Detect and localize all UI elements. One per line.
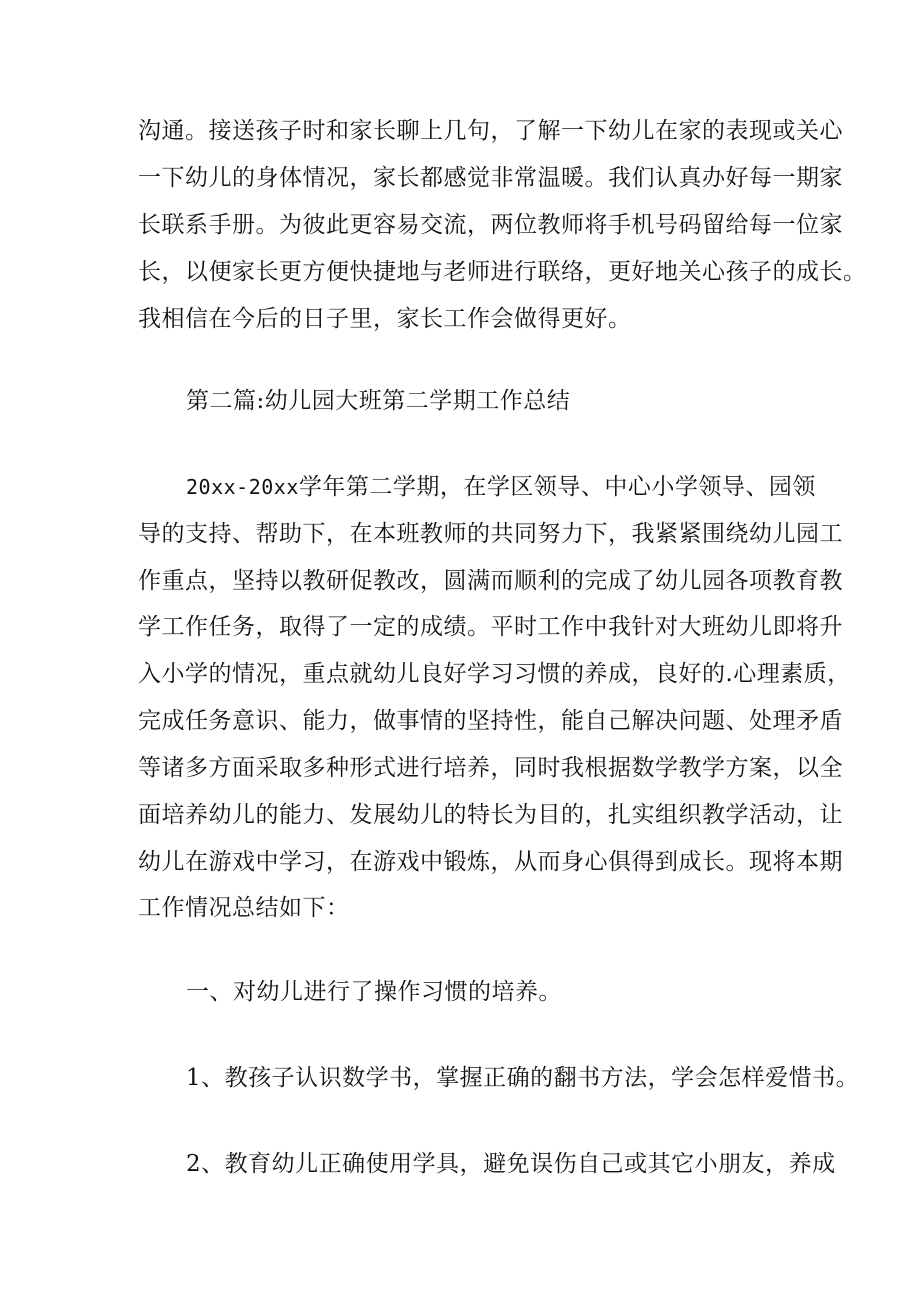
paragraph-line: 入小学的情况，重点就幼儿良好学习习惯的养成，良好的.心理素质， <box>138 661 851 687</box>
paragraph-line: 沟通。接送孩子时和家长聊上几句，了解一下幼儿在家的表现或关心 <box>138 118 843 144</box>
list-item: 2、教育幼儿正确使用学具，避免误伤自己或其它小朋友，养成 <box>186 1151 836 1177</box>
paragraph-line: 一下幼儿的身体情况，家长都感觉非常温暖。我们认真办好每一期家 <box>138 165 843 191</box>
paragraph-line: 等诸多方面采取多种形式进行培养，同时我根据数学教学方案，以全 <box>138 755 843 781</box>
paragraph-line: 面培养幼儿的能力、发展幼儿的特长为目的，扎实组织教学活动，让 <box>138 802 843 828</box>
list-item: 1、教孩子认识数学书，掌握正确的翻书方法，学会怎样爱惜书。 <box>186 1065 860 1091</box>
section-title: 一、对幼儿进行了操作习惯的培养。 <box>186 979 562 1005</box>
paragraph-line: 导的支持、帮助下，在本班教师的共同努力下，我紧紧围绕幼儿园工 <box>138 521 843 547</box>
paragraph-line: 幼儿在游戏中学习，在游戏中锻炼，从而身心俱得到成长。现将本期 <box>138 849 843 875</box>
paragraph-line: 学工作任务，取得了一定的成绩。平时工作中我针对大班幼儿即将升 <box>138 614 843 640</box>
year-range: 20xx-20xx <box>186 475 299 499</box>
paragraph-line: 工作情况总结如下： <box>138 895 350 921</box>
paragraph-line-text: 学年第二学期，在学区领导、中心小学领导、园领 <box>298 474 816 500</box>
paragraph-first-line <box>186 472 816 502</box>
paragraph-line: 长联系手册。为彼此更容易交流，两位教师将手机号码留给每一位家 <box>138 212 843 238</box>
paragraph-line: 完成任务意识、能力，做事情的坚持性，能自己解决问题、处理矛盾 <box>138 708 843 734</box>
paragraph-line: 作重点，坚持以教研促教改，圆满而顺利的完成了幼儿园各项教育教 <box>138 568 843 594</box>
paragraph-line: 我相信在今后的日子里，家长工作会做得更好。 <box>138 306 632 332</box>
section-heading: 第二篇:幼儿园大班第二学期工作总结 <box>186 388 571 414</box>
paragraph-line: 长，以便家长更方便快捷地与老师进行联络，更好地关心孩子的成长。 <box>138 259 867 285</box>
